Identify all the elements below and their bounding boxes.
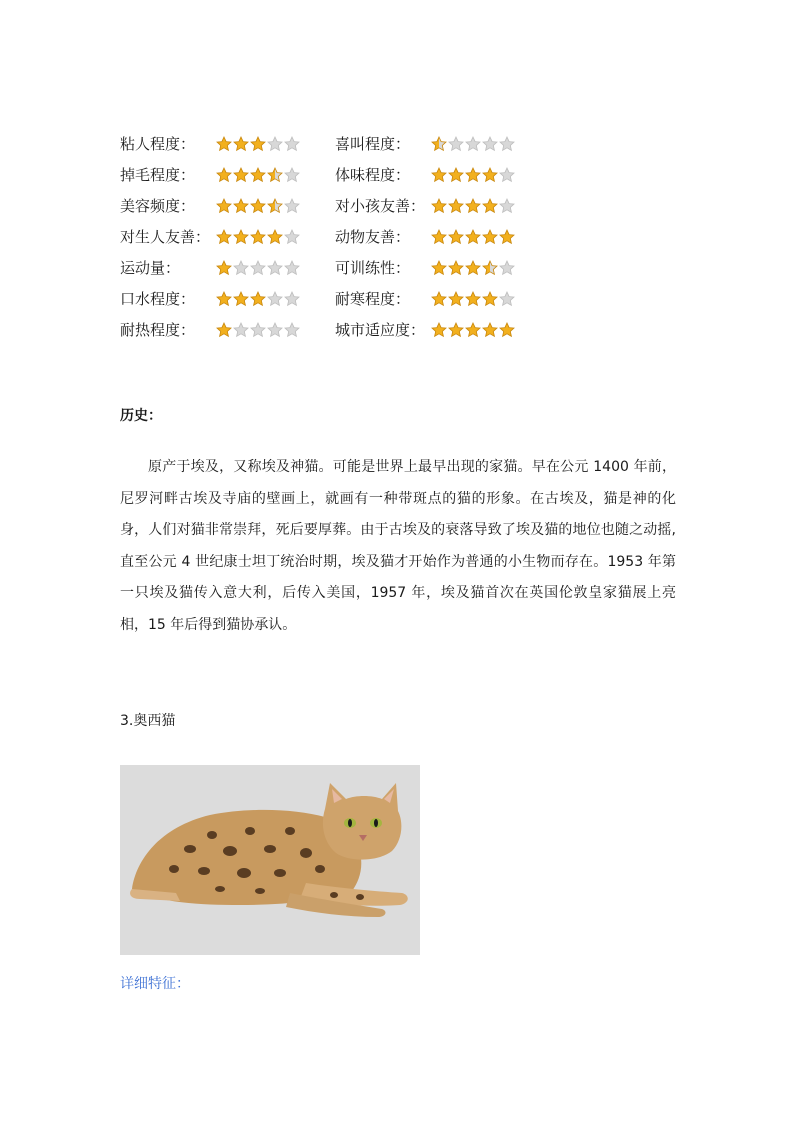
rating-label: 对生人友善： [120,228,211,246]
spotted-cat-photo [120,765,420,955]
star-icon [465,167,481,183]
star-icon [267,167,283,183]
star-icon [448,136,464,152]
cat-illustration [120,765,420,955]
star-icon [499,198,515,214]
star-icon [284,260,300,276]
star-icon [284,291,300,307]
star-icon [250,291,266,307]
rating-label: 对小孩友善： [335,197,426,215]
rating-row [120,159,540,190]
star-icon [499,260,515,276]
rating-item [335,283,515,314]
detail-features-link[interactable]: 详细特征： [120,976,190,992]
history-paragraph: 原产于埃及，又称埃及神猫。可能是世界上最早出现的家猫。早在公元 1400 年前，尼罗河畔古埃及寺庙的壁画上，就画有一种带斑点的猫的形象。在古埃及，猫是神的化身，人们对猫非常崇拜，死后要厚葬。由于古埃及的衰落导致了埃及猫的地位也随之动摇,直至公元 4 世纪康士坦丁统治时期，埃及猫才开始作为普通的小生物而存在。1953 年第一只埃及猫传入意大利，后传入美国，1957 年，埃及猫首次在英国伦敦皇家猫展上亮相，15 年后得到猫协承认。 [120,459,676,633]
star-icon [216,322,232,338]
star-icon [465,136,481,152]
rating-item [335,252,515,283]
rating-row [120,190,540,221]
star-icon [448,322,464,338]
star-rating [216,291,300,307]
star-icon [499,229,515,245]
rating-item [120,314,300,345]
star-icon [284,322,300,338]
star-rating [431,198,515,214]
rating-item [120,159,300,190]
rating-row [120,128,540,159]
star-icon [233,167,249,183]
rating-table [120,128,540,345]
star-icon [448,260,464,276]
history-heading: 历史： [120,408,162,424]
rating-label: 动物友善： [335,228,411,246]
rating-row [120,283,540,314]
star-icon [216,167,232,183]
star-icon [431,322,447,338]
star-icon [250,260,266,276]
rating-item [335,221,515,252]
star-icon [499,291,515,307]
star-icon [233,291,249,307]
star-icon [431,229,447,245]
star-icon [499,136,515,152]
star-icon [284,136,300,152]
star-icon [431,167,447,183]
star-icon [499,167,515,183]
star-icon [482,167,498,183]
rating-label: 耐寒程度： [335,290,411,308]
star-icon [465,260,481,276]
star-icon [250,322,266,338]
rating-row [120,252,540,283]
rating-label: 喜叫程度： [335,135,411,153]
star-icon [216,229,232,245]
star-icon [482,198,498,214]
star-rating [431,136,515,152]
star-icon [233,229,249,245]
star-rating [431,291,515,307]
rating-item [335,314,515,345]
star-icon [267,291,283,307]
star-rating [216,167,300,183]
star-icon [250,136,266,152]
star-rating [216,260,300,276]
star-icon [431,291,447,307]
star-icon [482,322,498,338]
star-icon [216,291,232,307]
star-icon [431,136,447,152]
star-icon [431,260,447,276]
star-icon [216,260,232,276]
star-icon [448,229,464,245]
star-icon [250,229,266,245]
rating-item [120,128,300,159]
star-icon [465,322,481,338]
star-icon [216,198,232,214]
star-icon [284,167,300,183]
rating-item [120,221,300,252]
star-icon [233,260,249,276]
rating-label: 可训练性： [335,259,411,277]
star-icon [482,260,498,276]
star-icon [465,198,481,214]
star-icon [448,167,464,183]
star-icon [267,198,283,214]
rating-item [335,159,515,190]
rating-label: 耐热程度： [120,321,196,339]
star-icon [267,229,283,245]
star-rating [216,198,300,214]
star-icon [250,167,266,183]
rating-label: 美容频度： [120,197,196,215]
rating-item [335,128,515,159]
star-icon [448,198,464,214]
star-icon [267,322,283,338]
star-rating [431,322,515,338]
star-rating [216,229,300,245]
star-icon [482,136,498,152]
star-icon [465,291,481,307]
star-rating [431,167,515,183]
star-icon [250,198,266,214]
rating-label: 口水程度： [120,290,196,308]
star-rating [216,136,300,152]
rating-item [120,283,300,314]
star-rating [216,322,300,338]
star-rating [431,260,515,276]
rating-row [120,314,540,345]
star-icon [465,229,481,245]
star-icon [448,291,464,307]
star-icon [284,198,300,214]
rating-label: 粘人程度： [120,135,196,153]
rating-row [120,221,540,252]
star-icon [233,136,249,152]
star-icon [233,198,249,214]
star-icon [284,229,300,245]
rating-label: 运动量： [120,259,181,277]
rating-item [120,252,300,283]
rating-label: 体味程度： [335,166,411,184]
star-icon [267,260,283,276]
rating-item [120,190,300,221]
rating-item [335,190,515,221]
rating-label: 城市适应度： [335,321,426,339]
star-icon [233,322,249,338]
star-icon [216,136,232,152]
rating-label: 掉毛程度： [120,166,196,184]
star-icon [482,291,498,307]
star-rating [431,229,515,245]
star-icon [431,198,447,214]
star-icon [482,229,498,245]
star-icon [267,136,283,152]
star-icon [499,322,515,338]
breed-title: 3.奥西猫 [120,713,176,729]
